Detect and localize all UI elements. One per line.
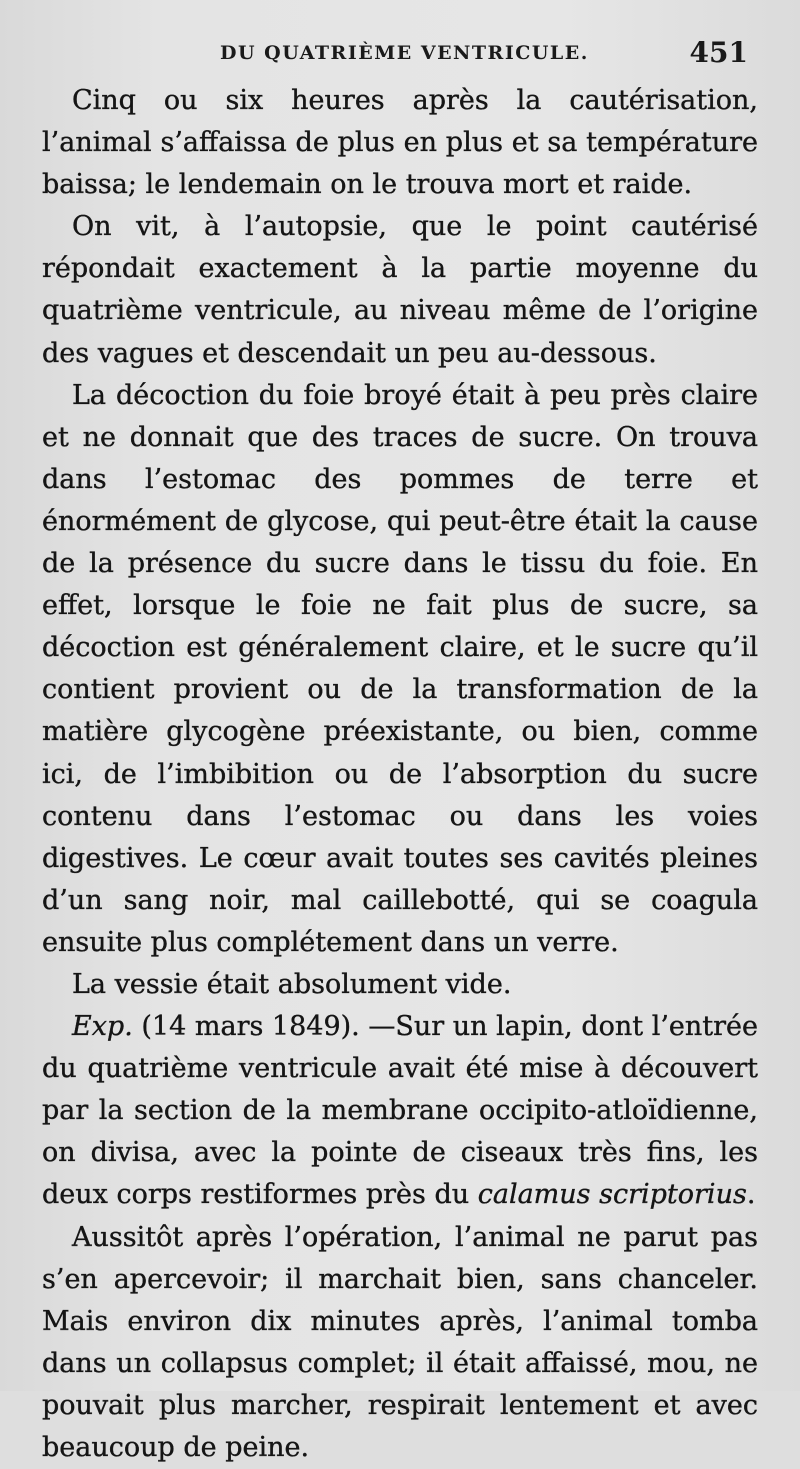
paragraph-autopsy-finding: On vit, à l’autopsie, que le point cautérisé répondait exactement à la partie moyenne du quatrième ventricule, au niveau même de l’origine des vagues et descendait un peu au-dessous. — [42, 211, 758, 369]
running-title: DU QUATRIÈME VENTRICULE. — [220, 42, 589, 64]
experiment-text-a: (14 mars 1849). —Sur un lapin, dont l’entrée du quatrième ventricule avait été mise à découvert par la section de la membrane occipito-atloïdienne, on divisa, avec la pointe de ciseaux très fins, les deux corps restiformes près du — [42, 1011, 758, 1211]
paragraph-after-operation: Aussitôt après l’opération, l’animal ne parut pas s’en apercevoir; il marchait bien, sans chanceler. Mais environ dix minutes après, l’animal tomba dans un collapsus complet; il était affaissé, mou, ne pouvait plus marcher, respirait lentement et avec beaucoup de peine. — [42, 1221, 758, 1463]
page-number: 451 — [689, 36, 748, 69]
experiment-text-b: . — [746, 1179, 756, 1211]
paragraph-liver-decoction: La décoction du foie broyé était à peu près claire et ne donnait que des traces de sucre. On trouva dans l’estomac des pommes de terre et énormément de glycose, qui peut-être était la cause de la présence du sucre dans le tissu du foie. En effet, lorsque le foie ne fait plus de sucre, sa décoction est généralement claire, et le sucre qu’il contient provient ou de la transformation de la matière glycogène préexistante, ou bien, comme ici, de l’imbibition ou de l’absorption du sucre contenu dans l’estomac ou dans les voies digestives. Le cœur avait toutes ses cavités pleines d’un sang noir, mal caillebotté, qui se coagula ensuite plus complétement dans un verre. — [42, 379, 758, 958]
experiment-italic-term: calamus scriptorius — [477, 1179, 747, 1211]
paragraph-bladder: La vessie était absolument vide. — [72, 968, 512, 1000]
page-header — [40, 36, 760, 72]
paragraph-autopsy-intro: Cinq ou six heures après la cautérisation, l’animal s’affaissa de plus en plus et sa température baissa; le lendemain on le trouva mort et raide. — [42, 85, 758, 201]
experiment-label: Exp. — [72, 1011, 133, 1043]
body-text — [42, 80, 758, 1469]
paragraph-experiment — [42, 1006, 758, 1216]
